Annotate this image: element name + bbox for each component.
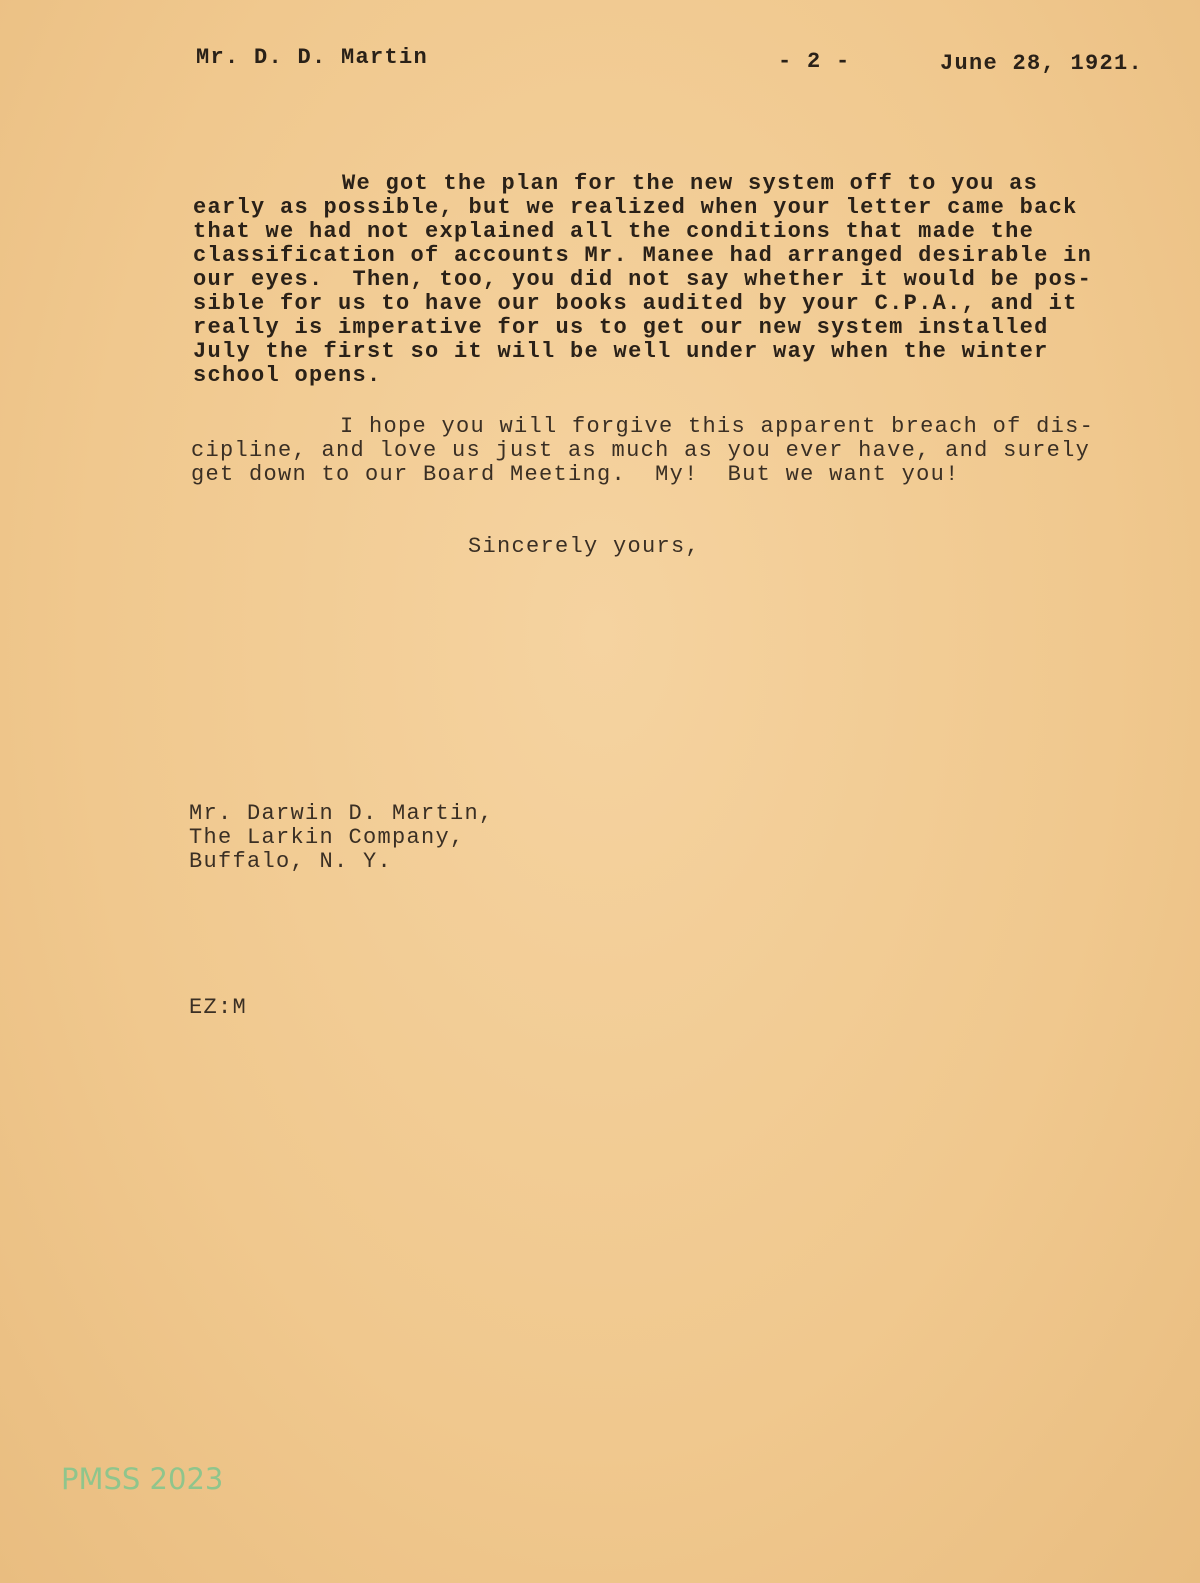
- body-line: school opens.: [193, 363, 382, 388]
- body-line: I hope you will forgive this apparent breach of dis-: [340, 414, 1095, 439]
- body-line: really is imperative for us to get our new system installed: [193, 315, 1049, 340]
- body-line: classification of accounts Mr. Manee had arranged desirable in: [193, 243, 1093, 268]
- header-recipient: Mr. D. D. Martin: [196, 45, 429, 70]
- body-line: cipline, and love us just as much as you ever have, and surely: [191, 438, 1091, 463]
- body-line: We got the plan for the new system off to you as: [342, 171, 1039, 196]
- body-line: sible for us to have our books audited by your C.P.A., and it: [193, 291, 1078, 316]
- body-line: get down to our Board Meeting. My! But we want you!: [191, 462, 960, 487]
- body-line: early as possible, but we realized when your letter came back: [193, 195, 1078, 220]
- body-line: July the first so it will be well under way when the winter: [193, 339, 1049, 364]
- page-number: - 2 -: [778, 49, 851, 74]
- body-line: that we had not explained all the conditions that made the: [193, 219, 1035, 244]
- letter-date: June 28, 1921.: [940, 51, 1144, 76]
- address-line: Mr. Darwin D. Martin,: [189, 801, 494, 826]
- address-line: The Larkin Company,: [189, 825, 465, 850]
- typist-initials: EZ:M: [189, 995, 248, 1020]
- closing: Sincerely yours,: [468, 534, 701, 559]
- body-line: our eyes. Then, too, you did not say whether it would be pos-: [193, 267, 1093, 292]
- watermark: PMSS 2023: [61, 1462, 224, 1496]
- address-line: Buffalo, N. Y.: [189, 849, 393, 874]
